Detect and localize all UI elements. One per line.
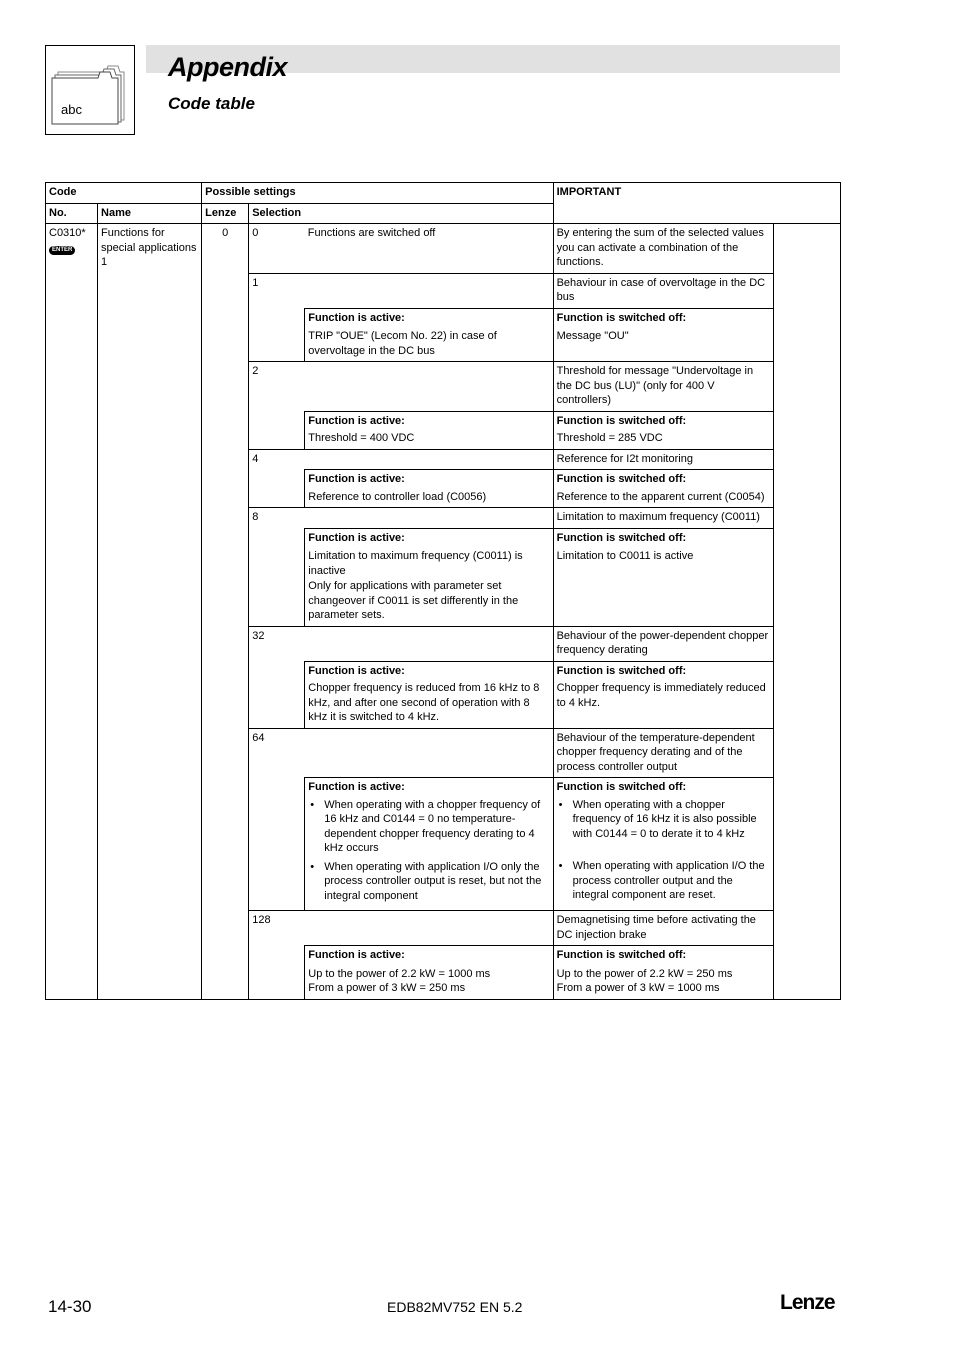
sel2-desc: Threshold for message "Undervoltage in the DC bus (LU)" (only for 400 V controllers) — [553, 362, 773, 412]
sel32-value: 32 — [249, 626, 305, 728]
code-no: C0310* — [49, 227, 86, 239]
sel2-off-text: Threshold = 285 VDC — [556, 432, 663, 444]
sel1-active-label: Function is active: — [308, 311, 405, 324]
sel64-active-bullet-2: • When operating with application I/O only the process controller output is reset, but not the integral component — [324, 860, 549, 904]
sel8-off-cell — [553, 528, 773, 626]
sel1-active-text: TRIP "OUE" (Lecom No. 22) in case of overvoltage in the DC bus — [308, 330, 497, 357]
sel8-off-text: Limitation to C0011 is active — [556, 550, 694, 562]
sel4-active-label: Function is active: — [308, 473, 405, 485]
sel32-off-cell — [553, 661, 773, 728]
sel4-spacer — [305, 449, 553, 470]
sel1-spacer — [305, 273, 553, 308]
sel128-active-text-1: Up to the power of 2.2 kW = 1000 ms — [308, 967, 491, 980]
head-important: IMPORTANT — [553, 183, 840, 224]
sel32-active-label: Function is active: — [308, 664, 405, 677]
enter-icon: ENTER — [49, 246, 75, 255]
extra-column — [773, 224, 840, 1000]
sel8-active-label: Function is active: — [308, 531, 405, 544]
sel32-desc: Behaviour of the power-dependent chopper frequency derating — [553, 626, 773, 661]
sel64-off-label: Function is switched off: — [556, 781, 687, 793]
brand-logo: Lenze — [780, 1291, 835, 1314]
sel128-active-cell — [305, 946, 553, 1000]
sel4-off-text: Reference to the apparent current (C0054) — [556, 490, 765, 503]
sel128-off-cell — [553, 946, 773, 1000]
sel64-desc: Behaviour of the temperature-dependent chopper frequency derating and of the process controller output — [553, 728, 773, 778]
folder-icon — [45, 45, 135, 135]
sel2-off-label: Function is switched off: — [556, 414, 687, 427]
sel4-off-label: Function is switched off: — [556, 473, 687, 485]
lenze-value: 0 — [202, 224, 249, 1000]
code-name-line1: Functions for — [101, 227, 165, 239]
sel64-off-cell — [553, 778, 773, 911]
sel32-off-label: Function is switched off: — [556, 664, 687, 677]
sel8-active-cell — [305, 528, 553, 626]
sel32-spacer — [305, 626, 553, 661]
sel64-active-list — [308, 798, 549, 904]
sel4-value: 4 — [249, 449, 305, 508]
sel4-desc: Reference for I2t monitoring — [553, 449, 773, 470]
sel128-off-text-2: From a power of 3 kW = 1000 ms — [556, 982, 720, 994]
sel64-active-bullet-1: • When operating with a chopper frequency of 16 kHz and C0144 = 0 no temperature-dependent chopper frequency derating to 4 kHz occurs — [324, 798, 549, 856]
sel2-active-label: Function is active: — [308, 414, 405, 427]
sel2-active-text: Threshold = 400 VDC — [308, 432, 415, 444]
head-no: No. — [46, 203, 98, 224]
sel128-spacer — [305, 911, 553, 946]
sel8-active-text-2: Only for applications with parameter set changeover if C0011 is set differently in the parameter sets. — [308, 580, 519, 621]
sel0-text: Functions are switched off — [305, 224, 553, 274]
sel2-value: 2 — [249, 362, 305, 450]
head-name: Name — [98, 203, 202, 224]
sel0-value: 0 — [249, 224, 305, 274]
sel64-off-bullet-1: • When operating with a chopper frequency of 16 kHz it is also possible with C0144 = 0 to derate it to 4 kHz — [573, 798, 770, 842]
sel128-value: 128 — [249, 911, 305, 1000]
folder-icon-graphic — [46, 46, 134, 134]
sel32-active-text: Chopper frequency is reduced from 16 kHz to 8 kHz, and after one second of operation with 8 kHz it is switched to 4 kHz. — [308, 682, 540, 723]
sel8-desc: Limitation to maximum frequency (C0011) — [553, 508, 773, 529]
code-no-cell — [46, 224, 98, 1000]
sel128-off-label: Function is switched off: — [556, 949, 687, 961]
code-name-line2: special applications — [101, 241, 197, 254]
sel128-desc: Demagnetising time before activating the DC injection brake — [553, 911, 773, 946]
head-code: Code — [46, 183, 202, 204]
sel64-off-bullet-2: • When operating with application I/O the process controller output and the integral component are reset. — [573, 859, 770, 903]
page-number: 14-30 — [48, 1297, 92, 1316]
head-selection: Selection — [249, 203, 553, 224]
sel8-spacer — [305, 508, 553, 529]
sel2-active-cell — [305, 411, 553, 449]
sel8-off-label: Function is switched off: — [556, 531, 687, 544]
sel2-off-cell — [553, 411, 773, 449]
sel1-active-cell — [305, 308, 553, 362]
sel8-value: 8 — [249, 508, 305, 627]
sel64-off-list — [557, 798, 770, 903]
sel32-active-cell — [305, 661, 553, 728]
table-row — [46, 224, 841, 274]
sel4-active-cell — [305, 470, 553, 508]
sel1-off-label: Function is switched off: — [556, 311, 687, 324]
sel1-off-text: Message "OU" — [556, 330, 629, 342]
document-id: EDB82MV752 EN 5.2 — [387, 1299, 523, 1315]
sel128-off-text-1: Up to the power of 2.2 kW = 250 ms — [556, 967, 733, 980]
sel0-important: By entering the sum of the selected values you can activate a combination of the functions. — [553, 224, 773, 274]
sel4-off-cell — [553, 470, 773, 508]
sel32-off-text: Chopper frequency is immediately reduced to 4 kHz. — [556, 682, 766, 709]
code-name-line3: 1 — [101, 256, 108, 268]
sel64-active-cell — [305, 778, 553, 911]
sel1-desc: Behaviour in case of overvoltage in the DC bus — [553, 273, 773, 308]
sel8-active-text-1: Limitation to maximum frequency (C0011) is inactive — [308, 550, 523, 577]
sel2-spacer — [305, 362, 553, 412]
page-subtitle: Code table — [168, 94, 255, 113]
page-title: Appendix — [168, 52, 288, 82]
sel128-active-label: Function is active: — [308, 949, 405, 961]
code-table — [45, 182, 841, 1000]
sel1-value: 1 — [249, 273, 305, 362]
table-header-row-1 — [46, 183, 841, 204]
sel128-active-text-2: From a power of 3 kW = 250 ms — [308, 982, 466, 994]
code-name-cell — [98, 224, 202, 1000]
head-possible-settings: Possible settings — [202, 183, 553, 204]
sel4-active-text: Reference to controller load (C0056) — [308, 490, 487, 503]
sel1-off-cell — [553, 308, 773, 362]
head-lenze: Lenze — [202, 203, 249, 224]
sel64-value: 64 — [249, 728, 305, 911]
sel64-active-label: Function is active: — [308, 781, 405, 793]
folder-label: abc — [61, 102, 82, 117]
sel64-spacer — [305, 728, 553, 778]
